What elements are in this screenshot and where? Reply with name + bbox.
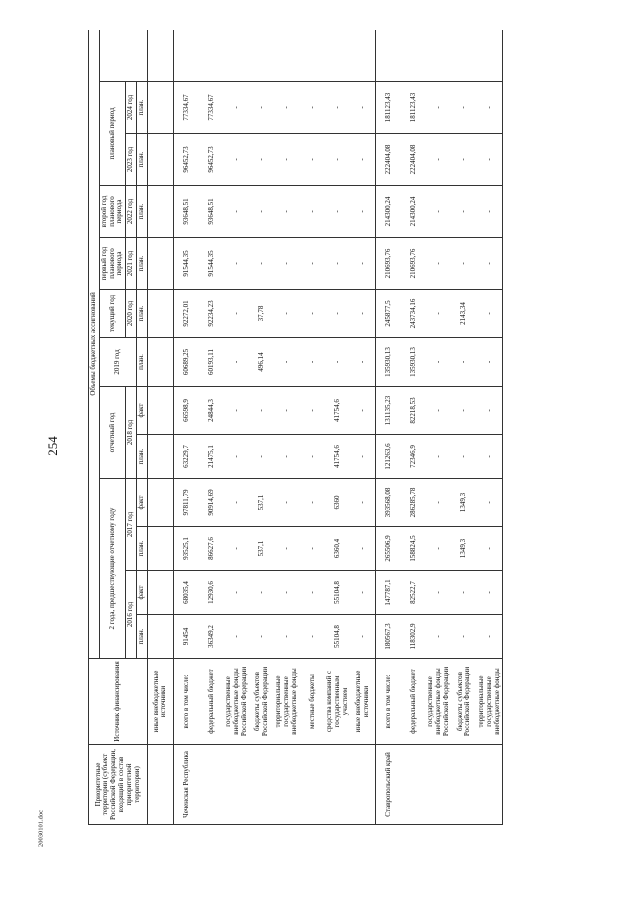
value-cell: - [224,387,249,435]
header-plan-2018: план. [137,435,148,479]
value-cell: 2143,34 [452,290,477,338]
value-cell: 214300,24 [401,186,426,238]
value-cell [147,186,173,238]
table-row [376,30,402,825]
value-cell: 245877,5 [376,290,402,338]
value-cell: 91544,35 [173,238,199,290]
value-cell: - [224,615,249,659]
value-cell: - [452,186,477,238]
value-cell: - [426,82,451,134]
value-cell: - [426,571,451,615]
value-cell: 97811,79 [173,479,199,527]
table-row [224,30,249,825]
header-two-years-prior: 2 года, предшествующие отчетному году [99,479,125,659]
value-cell [147,82,173,134]
value-cell: - [224,571,249,615]
header-plan-2024: план. [137,82,148,134]
header-current-year: текущий год [99,290,125,338]
value-cell: - [274,238,299,290]
value-cell: - [224,186,249,238]
value-cell: 36349,2 [199,615,224,659]
header-plan-2017: план. [137,527,148,571]
rotated-table-area [88,30,618,825]
value-cell: - [426,290,451,338]
source-cell: всего в том числе: [173,659,199,745]
value-cell: - [477,134,503,186]
header-fact-2018: факт [137,387,148,435]
source-cell: местные бюджеты [300,659,325,745]
territory-cell [325,745,350,825]
value-cell: 86627,6 [199,527,224,571]
value-cell: - [325,82,350,134]
value-cell: - [452,338,477,387]
value-cell: 180567,3 [376,615,402,659]
source-cell: средства компаний с государственным участием [325,659,350,745]
value-cell: - [477,290,503,338]
value-cell: 77334,67 [173,82,199,134]
source-cell: федеральный бюджет [199,659,224,745]
value-cell: - [477,527,503,571]
value-cell: 181123,43 [401,82,426,134]
territory-cell [426,745,451,825]
value-cell: - [274,527,299,571]
value-cell [199,30,224,82]
table-row [477,30,503,825]
territory-cell [249,745,274,825]
header-year-2023: 2023 год [126,134,137,186]
value-cell: - [452,82,477,134]
header-empty-column [99,30,147,82]
table-row [350,30,376,825]
header-year-2021: 2021 год [126,238,137,290]
value-cell: - [274,435,299,479]
value-cell [147,338,173,387]
territory-cell: Чеченская Республика [173,745,199,825]
value-cell: - [477,435,503,479]
header-year-2020: 2020 год [126,290,137,338]
value-cell: 496,14 [249,338,274,387]
value-cell: - [274,186,299,238]
value-cell: - [249,134,274,186]
value-cell: - [300,338,325,387]
territory-cell [147,745,173,825]
value-cell: - [426,134,451,186]
value-cell: 68035,4 [173,571,199,615]
territory-cell [477,745,503,825]
header-plan-2020: план. [137,290,148,338]
table-row [300,30,325,825]
table-row [173,30,199,825]
value-cell: 72346,9 [401,435,426,479]
value-cell [147,387,173,435]
value-cell: 41754,6 [325,435,350,479]
footer-document-code: 20030101.doc [37,810,45,848]
value-cell: - [274,338,299,387]
source-cell: территориальные государственные внебюджетные фонды [477,659,503,745]
page-number: 254 [45,436,60,456]
value-cell: 92272,01 [173,290,199,338]
value-cell: - [350,238,376,290]
value-cell: - [452,387,477,435]
territory-cell [401,745,426,825]
value-cell: 41754,6 [325,387,350,435]
header-plan-2022: план. [137,186,148,238]
value-cell: 1349,3 [452,527,477,571]
territory-cell [452,745,477,825]
value-cell: - [300,290,325,338]
value-cell: 55104,8 [325,615,350,659]
value-cell: - [249,435,274,479]
value-cell: - [274,82,299,134]
header-second-planning-year: второй год планового периода [99,186,125,238]
value-cell: 63229,7 [173,435,199,479]
value-cell [426,30,451,82]
value-cell [249,30,274,82]
value-cell: - [274,387,299,435]
value-cell [224,30,249,82]
value-cell: - [477,479,503,527]
value-cell: - [426,387,451,435]
header-year-2022: 2022 год [126,186,137,238]
value-cell: - [300,571,325,615]
value-cell [147,134,173,186]
value-cell [452,30,477,82]
value-cell: 96452,73 [199,134,224,186]
value-cell: 210693,76 [401,238,426,290]
value-cell: 121263,6 [376,435,402,479]
source-cell: иные внебюджетные источники [147,659,173,745]
territory-cell [274,745,299,825]
value-cell: 6360 [325,479,350,527]
table-row [274,30,299,825]
header-year-2024: 2024 год [126,82,137,134]
value-cell: - [350,527,376,571]
source-cell: всего в том числе: [376,659,402,745]
value-cell: - [452,615,477,659]
value-cell [147,615,173,659]
header-year-2017: 2017 год [126,479,137,571]
territory-cell [199,745,224,825]
value-cell: 181123,43 [376,82,402,134]
value-cell: - [325,134,350,186]
header-year-2018: 2018 год [126,387,137,479]
value-cell: - [224,82,249,134]
value-cell: 393568,08 [376,479,402,527]
value-cell: 537,1 [249,479,274,527]
source-cell: бюджеты субъектов Российской Федерации [249,659,274,745]
header-first-planning-year: первый год планового периода [99,238,125,290]
value-cell: 147787,1 [376,571,402,615]
value-cell: - [477,387,503,435]
value-cell: 286285,78 [401,479,426,527]
territory-cell: Ставропольский край [376,745,402,825]
value-cell: 60193,11 [199,338,224,387]
value-cell: - [477,186,503,238]
value-cell: - [274,571,299,615]
value-cell: 21475,1 [199,435,224,479]
value-cell: - [477,238,503,290]
value-cell: 91544,35 [199,238,224,290]
header-fact-2017: факт [137,479,148,527]
value-cell: - [249,615,274,659]
value-cell: - [249,387,274,435]
value-cell: 265506,9 [376,527,402,571]
value-cell: - [350,479,376,527]
value-cell [325,30,350,82]
value-cell: 6360,4 [325,527,350,571]
value-cell [274,30,299,82]
territory-cell [350,745,376,825]
value-cell: 82218,53 [401,387,426,435]
value-cell [147,30,173,82]
value-cell: - [452,134,477,186]
value-cell: 60689,25 [173,338,199,387]
value-cell: - [300,134,325,186]
value-cell: 1349,3 [452,479,477,527]
value-cell: - [426,435,451,479]
table-row [452,30,477,825]
value-cell [147,527,173,571]
value-cell [147,238,173,290]
source-cell: иные внебюджетные источники [350,659,376,745]
value-cell: 55104,8 [325,571,350,615]
header-source: Источник финансирования [89,659,148,745]
budget-allocations-table [88,30,503,825]
header-fact-2016: факт [137,571,148,615]
territory-cell [224,745,249,825]
value-cell: - [300,387,325,435]
value-cell: - [350,615,376,659]
value-cell: - [274,134,299,186]
value-cell: 91454 [173,615,199,659]
value-cell [147,571,173,615]
value-cell: - [477,571,503,615]
value-cell: 82522,7 [401,571,426,615]
value-cell: - [477,615,503,659]
value-cell [401,30,426,82]
value-cell: - [300,435,325,479]
territory-cell [300,745,325,825]
source-cell: федеральный бюджет [401,659,426,745]
value-cell: - [249,82,274,134]
value-cell: 96452,73 [173,134,199,186]
value-cell: - [452,435,477,479]
header-plan-2019: план. [137,338,148,387]
value-cell: - [300,527,325,571]
table-row [147,30,173,825]
value-cell [173,30,199,82]
header-planning-period: плановый период [99,82,125,186]
value-cell: - [249,186,274,238]
value-cell: - [249,238,274,290]
value-cell: - [300,186,325,238]
value-cell: - [300,615,325,659]
value-cell: 12930,6 [199,571,224,615]
value-cell: - [426,527,451,571]
value-cell: 222404,08 [401,134,426,186]
value-cell: - [224,134,249,186]
value-cell: - [249,571,274,615]
value-cell: 131135,23 [376,387,402,435]
value-cell: - [426,238,451,290]
value-cell: 537,1 [249,527,274,571]
value-cell: - [426,479,451,527]
header-plan-2021: план. [137,238,148,290]
value-cell [147,290,173,338]
header-plan-2016: план. [137,615,148,659]
value-cell [147,479,173,527]
value-cell: - [350,387,376,435]
table-body [147,30,502,825]
value-cell: 118302,9 [401,615,426,659]
value-cell: 135930,13 [376,338,402,387]
value-cell: 210693,76 [376,238,402,290]
value-cell: - [224,435,249,479]
table-row [401,30,426,825]
value-cell: - [325,290,350,338]
value-cell: - [274,615,299,659]
value-cell: - [452,238,477,290]
value-cell [477,30,503,82]
value-cell: - [224,238,249,290]
header-reporting-year: отчетный год [99,387,125,479]
table-row [249,30,274,825]
value-cell: - [274,479,299,527]
value-cell: 243734,16 [401,290,426,338]
value-cell: 93525,1 [173,527,199,571]
source-cell: государственные внебюджетные фонды Российской Федерации [224,659,249,745]
budget-table-wrapper [88,30,618,825]
value-cell: - [350,290,376,338]
value-cell: - [224,479,249,527]
header-plan-2023: план. [137,134,148,186]
value-cell: 77334,67 [199,82,224,134]
table-row [199,30,224,825]
source-cell: бюджеты субъектов Российской Федерации [452,659,477,745]
value-cell [300,30,325,82]
table-row [325,30,350,825]
value-cell: - [426,615,451,659]
source-cell: территориальные государственные внебюджетные фонды [274,659,299,745]
value-cell: - [224,338,249,387]
value-cell: - [350,571,376,615]
header-year-2019: 2019 год [99,338,136,387]
value-cell [147,435,173,479]
value-cell: - [350,435,376,479]
value-cell: 93648,51 [173,186,199,238]
value-cell: - [350,338,376,387]
value-cell: 135930,13 [401,338,426,387]
value-cell: 66598,9 [173,387,199,435]
value-cell: 37,78 [249,290,274,338]
header-year-2016: 2016 год [126,571,137,659]
source-cell: государственные внебюджетные фонды Российской Федерации [426,659,451,745]
value-cell: 92234,23 [199,290,224,338]
table-row [426,30,451,825]
header-territory: Приоритетные территории (субъект Российской Федерации, входящий в состав приоритетной территории) [89,745,148,825]
header-volume: Объемы бюджетных ассигнований [89,30,100,659]
value-cell: - [325,186,350,238]
value-cell: 93648,51 [199,186,224,238]
value-cell: - [426,186,451,238]
value-cell: - [325,238,350,290]
value-cell: - [224,290,249,338]
value-cell: - [452,571,477,615]
value-cell: - [477,82,503,134]
value-cell: 90914,69 [199,479,224,527]
value-cell: - [426,338,451,387]
value-cell: - [300,479,325,527]
value-cell: - [350,134,376,186]
value-cell [350,30,376,82]
value-cell: - [350,82,376,134]
value-cell: - [325,338,350,387]
value-cell: - [300,82,325,134]
value-cell: 24844,3 [199,387,224,435]
value-cell: - [224,527,249,571]
value-cell: - [300,238,325,290]
value-cell: 214300,24 [376,186,402,238]
value-cell [376,30,402,82]
value-cell: - [350,186,376,238]
value-cell: - [477,338,503,387]
value-cell: 222404,08 [376,134,402,186]
value-cell: 158824,5 [401,527,426,571]
value-cell: - [274,290,299,338]
